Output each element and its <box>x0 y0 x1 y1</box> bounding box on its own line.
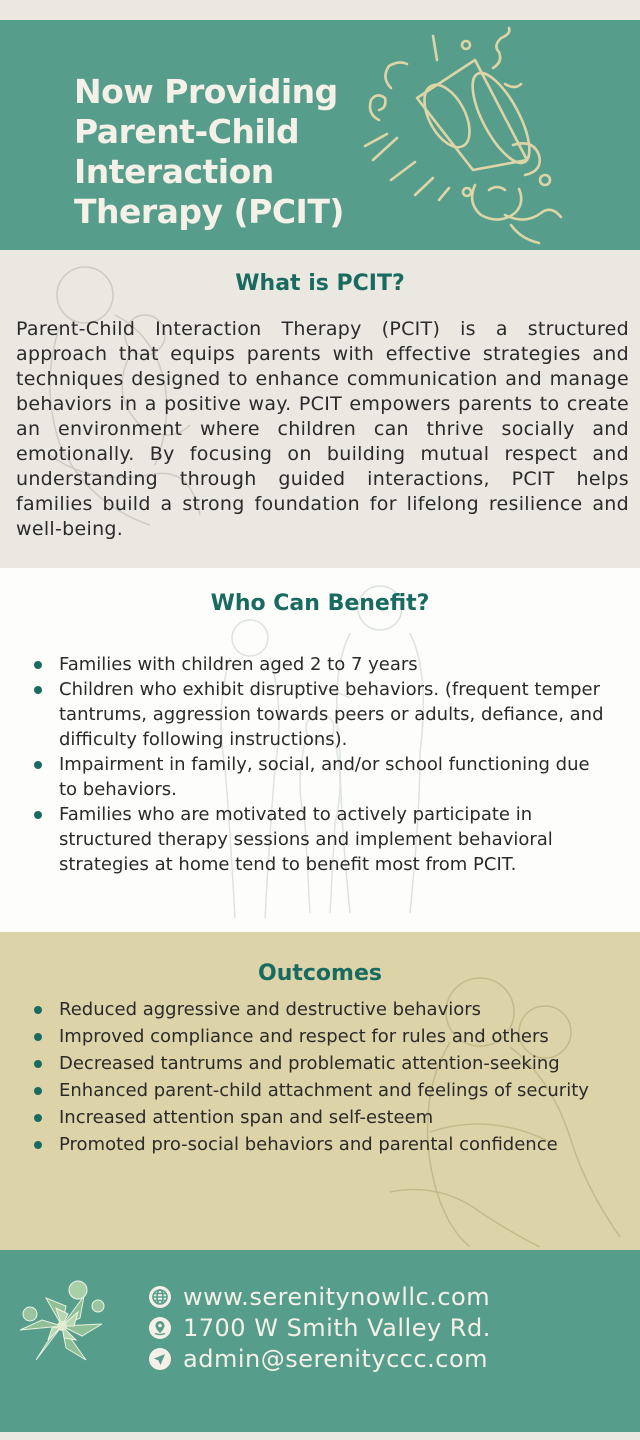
globe-icon <box>148 1285 172 1309</box>
header-banner <box>0 20 640 250</box>
address-row <box>148 1312 491 1343</box>
list-item: Enhanced parent-child attachment and feelings of security <box>34 1077 604 1104</box>
list-item: Increased attention span and self-esteem <box>34 1104 604 1131</box>
list-item: Families who are motivated to actively participate in structured therapy sessions and implement behavioral strategies at home tend to benefit most from PCIT. <box>34 802 609 877</box>
outcomes-heading: Outcomes <box>258 961 382 986</box>
list-item: Children who exhibit disruptive behaviors. (frequent temper tantrums, aggression towards peers or adults, defiance, and difficulty following instructions). <box>34 677 609 752</box>
list-item: Reduced aggressive and destructive behaviors <box>34 996 604 1023</box>
title-line: Parent-Child <box>74 112 300 151</box>
list-item: Promoted pro-social behaviors and parental confidence <box>34 1131 604 1158</box>
list-item: Improved compliance and respect for rules and others <box>34 1023 604 1050</box>
page-title <box>74 72 364 232</box>
location-pin-icon <box>148 1316 172 1340</box>
title-line: Interaction <box>74 152 274 191</box>
what-is-pcit-heading: What is PCIT? <box>235 271 405 296</box>
title-line: Therapy (PCIT) <box>74 192 344 231</box>
megaphone-icon <box>355 20 575 250</box>
benefit-list <box>34 652 609 877</box>
address-text: 1700 W Smith Valley Rd. <box>183 1313 491 1342</box>
what-is-pcit-body: Parent-Child Interaction Therapy (PCIT) is a structured approach that equips parents with effective strategies and techniques designed to enhance communication and manage behaviors in a positive way. PCIT empowers parents to create an environment where children can thrive socially and emotionally. By focusing on building mutual respect and understanding through guided interactions, PCIT helps families build a strong foundation for lifelong resilience and well-being. <box>16 318 629 540</box>
outcomes-list <box>34 996 604 1158</box>
bottom-border <box>0 1432 640 1440</box>
what-is-pcit-section <box>0 250 640 568</box>
list-item: Decreased tantrums and problematic attention-seeking <box>34 1050 604 1077</box>
list-item: Impairment in family, social, and/or school functioning due to behaviors. <box>34 752 609 802</box>
title-line: Now Providing <box>74 72 338 111</box>
succulent-icon <box>6 1276 118 1376</box>
list-item: Families with children aged 2 to 7 years <box>34 652 609 677</box>
email-row[interactable] <box>148 1343 491 1374</box>
who-can-benefit-heading: Who Can Benefit? <box>210 591 430 616</box>
outcomes-section <box>0 932 640 1250</box>
email-link[interactable]: admin@serenityccc.com <box>183 1344 489 1373</box>
website-row[interactable] <box>148 1281 491 1312</box>
website-link[interactable]: www.serenitynowllc.com <box>183 1282 491 1311</box>
who-can-benefit-section <box>0 568 640 932</box>
send-icon <box>148 1347 172 1371</box>
contact-info <box>148 1281 491 1374</box>
contact-footer <box>0 1250 640 1432</box>
